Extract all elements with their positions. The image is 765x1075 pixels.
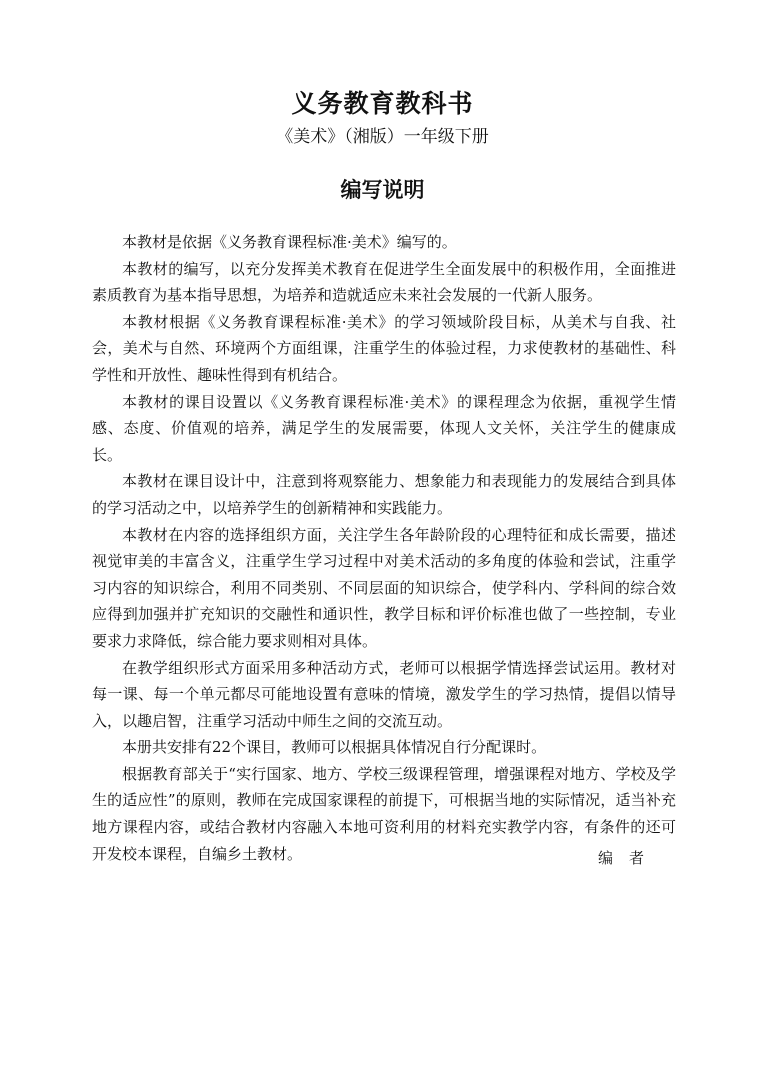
document-subtitle: 《美术》（湘版）一年级下册 <box>276 127 489 147</box>
paragraph-3: 本教材根据《义务教育课程标准·美术》的学习领域阶段目标，从美术与自我、社会，美术与自然、环境两个方面组课，注重学生的体验过程，力求使教材的基础性、科学性和开放性、趣味性得到有机结合。 <box>92 312 676 384</box>
paragraph-8: 本册共安排有22个课目，教师可以根据具体情况自行分配课时。 <box>122 738 547 757</box>
paragraph-9: 根据教育部关于“实行国家、地方、学校三级课程管理，增强课程对地方、学校及学生的适应性”的原则，教师在完成国家课程的前提下，可根据当地的实际情况，适当补充地方课程内容，或结合教材内容融入本地可资利用的材料充实教学内容，有条件的还可开发校本课程，自编乡土教材。 <box>92 764 676 863</box>
section-heading: 编写说明 <box>340 178 425 202</box>
paragraph-7: 在教学组织形式方面采用多种活动方式，老师可以根据学情选择尝试运用。教材对每一课、每一个单元都尽可能地设置有意味的情境，激发学生的学习热情，提倡以情导入，以趣启智，注重学习活动中师生之间的交流互动。 <box>92 658 676 730</box>
preface-body <box>92 229 676 867</box>
document-title: 义务教育教科书 <box>291 89 474 118</box>
paragraph-5: 本教材在课目设计中，注意到将观察能力、想象能力和表现能力的发展结合到具体的学习活动之中，以培养学生的创新精神和实践能力。 <box>92 472 676 517</box>
author-signature: 编者 <box>598 849 661 867</box>
paragraph-1: 本教材是依据《义务教育课程标准·美术》编写的。 <box>122 233 457 251</box>
paragraph-2: 本教材的编写，以充分发挥美术教育在促进学生全面发展中的积极作用，全面推进素质教育为基本指导思想，为培养和造就适应未来社会发展的一代新人服务。 <box>92 259 676 305</box>
paragraph-4: 本教材的课目设置以《义务教育课程标准·美术》的课程理念为依据，重视学生情感、态度、价值观的培养，满足学生的发展需要，体现人文关怀，关注学生的健康成长。 <box>92 392 676 464</box>
paragraph-6: 本教材在内容的选择组织方面，关注学生各年龄阶段的心理特征和成长需要，描述视觉审美的丰富含义，注重学生学习过程中对美术活动的多角度的体验和尝试，注重学习内容的知识综合，利用不同类别、不同层面的知识综合，使学科内、学科间的综合效应得到加强并扩充知识的交融性和通识性，教学目标和评价标准也做了一些控制，专业要求力求降低，综合能力要求则相对具体。 <box>92 525 676 650</box>
